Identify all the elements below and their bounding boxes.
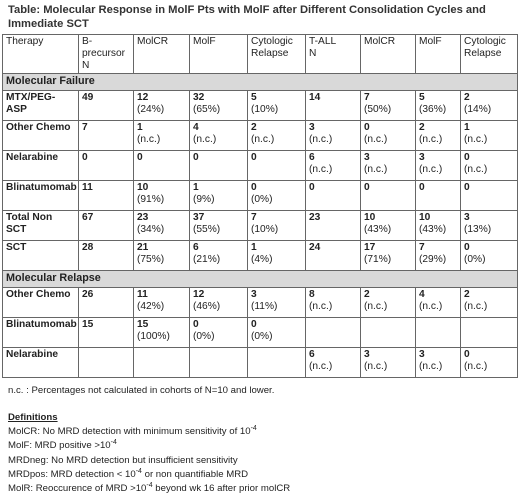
definition-text: MolR: Reoccurence of MRD >10 xyxy=(8,483,147,495)
cell-percent: (n.c.) xyxy=(464,164,488,175)
cell-value: 0 xyxy=(193,319,199,330)
table-cell xyxy=(306,241,361,271)
cell-value: 3 xyxy=(251,289,257,300)
table-cell xyxy=(248,181,306,211)
table-cell xyxy=(248,288,306,318)
cell-percent: (0%) xyxy=(464,254,486,265)
table-cell xyxy=(461,348,518,378)
table-cell xyxy=(134,151,190,181)
table-row xyxy=(3,348,518,378)
table-cell xyxy=(306,318,361,348)
cell-value: 23 xyxy=(137,212,149,223)
definition-text: MolCR: No MRD detection with minimum sensitivity of 10 xyxy=(8,426,251,438)
footnote: n.c. : Percentages not calculated in cohorts of N=10 and lower. xyxy=(8,385,275,396)
header-t-all: T-ALL N xyxy=(306,35,361,74)
cell-value: 2 xyxy=(251,122,257,133)
cell-percent: (0%) xyxy=(193,331,215,342)
cell-percent: (n.c.) xyxy=(193,134,217,145)
definition-exponent: -4 xyxy=(146,481,153,489)
cell-percent: (55%) xyxy=(193,224,221,235)
row-label: SCT xyxy=(3,241,79,271)
cell-percent: (0%) xyxy=(251,331,273,342)
cell-percent: (n.c.) xyxy=(309,301,333,312)
table-cell xyxy=(248,121,306,151)
cell-value: 24 xyxy=(309,242,321,253)
cell-percent: (43%) xyxy=(364,224,392,235)
definition-exponent: -4 xyxy=(135,467,142,475)
definition-item xyxy=(8,425,290,439)
cell-value: 3 xyxy=(419,349,425,360)
cell-value: 0 xyxy=(137,152,143,163)
cell-value: 37 xyxy=(193,212,205,223)
cell-percent: (13%) xyxy=(464,224,492,235)
cell-value: 10 xyxy=(364,212,376,223)
table-cell xyxy=(134,348,190,378)
cell-percent: (n.c.) xyxy=(309,134,333,145)
cell-percent: (50%) xyxy=(364,104,392,115)
cell-value: 12 xyxy=(193,289,205,300)
cell-percent: (9%) xyxy=(193,194,215,205)
cell-value: 2 xyxy=(464,92,470,103)
table-cell xyxy=(416,348,461,378)
definition-text: MRDpos: MRD detection < 10 xyxy=(8,468,136,480)
table-cell xyxy=(461,288,518,318)
table-row xyxy=(3,318,518,348)
cell-percent: (10%) xyxy=(251,224,279,235)
cell-percent: (n.c.) xyxy=(419,134,443,145)
table-cell xyxy=(306,151,361,181)
table-cell xyxy=(361,151,416,181)
row-label: Other Chemo xyxy=(3,121,79,151)
row-label: Other Chemo xyxy=(3,288,79,318)
cell-value: 5 xyxy=(251,92,257,103)
cell-value: 67 xyxy=(82,212,94,223)
table-cell xyxy=(416,318,461,348)
cell-value: 0 xyxy=(364,182,370,193)
table-cell xyxy=(461,181,518,211)
table-cell xyxy=(248,318,306,348)
header-col: Cytologic Relapse xyxy=(461,35,518,74)
table-cell xyxy=(361,318,416,348)
table-cell xyxy=(190,318,248,348)
cell-percent: (4%) xyxy=(251,254,273,265)
definition-exponent: -4 xyxy=(250,425,257,433)
table-row xyxy=(3,151,518,181)
cell-percent: (n.c.) xyxy=(419,164,443,175)
cell-value: 3 xyxy=(464,212,470,223)
section-row xyxy=(3,74,518,91)
table-cell xyxy=(79,121,134,151)
definition-item xyxy=(8,439,290,453)
cell-percent: (34%) xyxy=(137,224,165,235)
table-cell xyxy=(79,211,134,241)
cell-value: 1 xyxy=(137,122,143,133)
cell-value: 0 xyxy=(82,152,88,163)
table-cell xyxy=(248,151,306,181)
table-cell xyxy=(134,121,190,151)
cell-value: 4 xyxy=(193,122,199,133)
row-label: Blinatumomab xyxy=(3,318,79,348)
cell-value: 0 xyxy=(464,152,470,163)
table-cell xyxy=(461,211,518,241)
cell-value: 0 xyxy=(193,152,199,163)
table-cell xyxy=(361,288,416,318)
cell-percent: (10%) xyxy=(251,104,279,115)
table-title: Table: Molecular Response in MolF Pts with MolF after Different Consolidation Cycles and Immediate SCT xyxy=(8,4,486,30)
table-cell xyxy=(134,91,190,121)
cell-percent: (n.c.) xyxy=(309,361,333,372)
definition-tail: beyond wk 16 after prior molCR xyxy=(152,483,291,495)
cell-value: 6 xyxy=(309,152,315,163)
table-cell xyxy=(248,211,306,241)
cell-percent: (24%) xyxy=(137,104,165,115)
header-col: MolF xyxy=(416,35,461,74)
table-cell xyxy=(248,91,306,121)
cell-value: 21 xyxy=(137,242,149,253)
table-cell xyxy=(416,91,461,121)
table-cell xyxy=(461,241,518,271)
table-cell xyxy=(306,348,361,378)
table-cell xyxy=(306,121,361,151)
cell-percent: (n.c.) xyxy=(364,361,388,372)
cell-value: 11 xyxy=(137,289,148,300)
table-cell xyxy=(190,348,248,378)
table-cell xyxy=(461,91,518,121)
cell-percent: (42%) xyxy=(137,301,165,312)
table-row xyxy=(3,121,518,151)
cell-value: 5 xyxy=(419,92,425,103)
section-row xyxy=(3,271,518,288)
table-cell xyxy=(416,211,461,241)
table-cell xyxy=(461,121,518,151)
definitions-heading: Definitions xyxy=(8,412,58,423)
definition-text: MolF: MRD positive >10 xyxy=(8,440,111,452)
cell-percent: (n.c.) xyxy=(364,301,388,312)
cell-percent: (11%) xyxy=(251,301,278,312)
cell-value: 49 xyxy=(82,92,94,103)
table-cell xyxy=(134,181,190,211)
table-cell xyxy=(190,91,248,121)
cell-value: 3 xyxy=(364,152,370,163)
cell-value: 8 xyxy=(309,289,315,300)
cell-value: 14 xyxy=(309,92,321,103)
table-cell xyxy=(416,181,461,211)
cell-value: 7 xyxy=(419,242,425,253)
cell-value: 1 xyxy=(193,182,199,193)
cell-value: 12 xyxy=(137,92,149,103)
cell-value: 15 xyxy=(137,319,149,330)
header-therapy: Therapy xyxy=(3,35,79,74)
table-cell xyxy=(361,91,416,121)
definition-tail: or non quantifiable MRD xyxy=(141,468,249,480)
cell-value: 3 xyxy=(419,152,425,163)
cell-value: 28 xyxy=(82,242,94,253)
cell-value: 3 xyxy=(364,349,370,360)
cell-percent: (29%) xyxy=(419,254,447,265)
cell-percent: (46%) xyxy=(193,301,221,312)
table-cell xyxy=(416,288,461,318)
table-cell xyxy=(79,181,134,211)
table-cell xyxy=(190,151,248,181)
table-cell xyxy=(416,121,461,151)
row-label: MTX/PEG-ASP xyxy=(3,91,79,121)
header-b-precursor: B-precursor N xyxy=(79,35,134,74)
table-cell xyxy=(416,151,461,181)
cell-percent: (n.c.) xyxy=(251,134,275,145)
row-label: Blinatumomab xyxy=(3,181,79,211)
table-header-row xyxy=(3,35,518,74)
header-col: MolCR xyxy=(134,35,190,74)
cell-percent: (n.c.) xyxy=(364,134,388,145)
cell-value: 2 xyxy=(419,122,425,133)
table-cell xyxy=(361,211,416,241)
response-table xyxy=(2,34,518,378)
table-cell xyxy=(79,318,134,348)
cell-percent: (36%) xyxy=(419,104,447,115)
table-cell xyxy=(248,241,306,271)
cell-value: 1 xyxy=(464,122,470,133)
table-cell xyxy=(79,288,134,318)
cell-value: 32 xyxy=(193,92,205,103)
cell-percent: (n.c.) xyxy=(419,361,443,372)
cell-value: 10 xyxy=(419,212,431,223)
table-cell xyxy=(306,288,361,318)
cell-percent: (n.c.) xyxy=(464,134,488,145)
table-cell xyxy=(361,181,416,211)
table-cell xyxy=(134,318,190,348)
cell-value: 0 xyxy=(251,319,257,330)
row-label: Nelarabine xyxy=(3,151,79,181)
header-col: Cytologic Relapse xyxy=(248,35,306,74)
definitions xyxy=(8,411,290,496)
table-row xyxy=(3,181,518,211)
cell-percent: (0%) xyxy=(251,194,273,205)
cell-value: 17 xyxy=(364,242,376,253)
cell-value: 3 xyxy=(309,122,315,133)
table-cell xyxy=(361,241,416,271)
definition-exponent: -4 xyxy=(110,439,117,447)
table-row xyxy=(3,288,518,318)
table-cell xyxy=(416,241,461,271)
cell-value: 7 xyxy=(251,212,257,223)
table-cell xyxy=(361,348,416,378)
header-col: N xyxy=(82,60,90,71)
table-cell xyxy=(306,211,361,241)
cell-percent: (n.c.) xyxy=(464,301,488,312)
section-title: Molecular Relapse xyxy=(3,271,518,288)
table-cell xyxy=(79,241,134,271)
section-title: Molecular Failure xyxy=(3,74,518,91)
cell-percent: (43%) xyxy=(419,224,447,235)
cell-value: 0 xyxy=(419,182,425,193)
table-cell xyxy=(306,181,361,211)
cell-value: 26 xyxy=(82,289,94,300)
header-col: MolF xyxy=(190,35,248,74)
table-cell xyxy=(306,91,361,121)
cell-value: 0 xyxy=(251,182,257,193)
definition-item xyxy=(8,482,290,496)
cell-value: 2 xyxy=(464,289,470,300)
cell-value: 15 xyxy=(82,319,94,330)
table-cell xyxy=(361,121,416,151)
definition-text: MRDneg: No MRD detection but insufficient sensitivity xyxy=(8,454,238,466)
cell-percent: (91%) xyxy=(137,194,165,205)
cell-value: 0 xyxy=(364,122,370,133)
row-label: Total Non SCT xyxy=(3,211,79,241)
definitions-list xyxy=(8,425,290,496)
table-cell xyxy=(134,241,190,271)
table-cell xyxy=(134,211,190,241)
table-cell xyxy=(79,348,134,378)
cell-value: 23 xyxy=(309,212,321,223)
cell-percent: (71%) xyxy=(364,254,392,265)
cell-value: 0 xyxy=(464,349,470,360)
table-cell xyxy=(79,151,134,181)
table-cell xyxy=(134,288,190,318)
cell-value: 7 xyxy=(82,122,88,133)
definition-item xyxy=(8,468,290,482)
table-cell xyxy=(190,211,248,241)
cell-value: 10 xyxy=(137,182,149,193)
definition-item xyxy=(8,454,290,468)
table-cell xyxy=(248,348,306,378)
table-row xyxy=(3,211,518,241)
table-cell xyxy=(461,151,518,181)
cell-percent: (100%) xyxy=(137,331,170,342)
cell-percent: (n.c.) xyxy=(364,164,388,175)
cell-value: 0 xyxy=(464,242,470,253)
cell-value: 7 xyxy=(364,92,370,103)
cell-value: 0 xyxy=(309,182,315,193)
cell-value: 2 xyxy=(364,289,370,300)
cell-value: 4 xyxy=(419,289,425,300)
cell-percent: (75%) xyxy=(137,254,165,265)
table-cell xyxy=(190,181,248,211)
cell-percent: (n.c.) xyxy=(419,301,443,312)
table-cell xyxy=(190,288,248,318)
cell-value: 0 xyxy=(251,152,257,163)
table-cell xyxy=(461,318,518,348)
cell-percent: (65%) xyxy=(193,104,221,115)
table-row xyxy=(3,241,518,271)
table-cell xyxy=(79,91,134,121)
cell-value: 0 xyxy=(464,182,470,193)
cell-value: 11 xyxy=(82,182,93,193)
cell-percent: (21%) xyxy=(193,254,221,265)
cell-value: 6 xyxy=(309,349,315,360)
table-cell xyxy=(190,121,248,151)
cell-percent: (n.c.) xyxy=(464,361,488,372)
cell-percent: (n.c.) xyxy=(137,134,161,145)
table-cell xyxy=(190,241,248,271)
cell-percent: (14%) xyxy=(464,104,492,115)
header-col: MolCR xyxy=(361,35,416,74)
cell-value: 6 xyxy=(193,242,199,253)
row-label: Nelarabine xyxy=(3,348,79,378)
table-row xyxy=(3,91,518,121)
header-col: N xyxy=(309,48,317,59)
cell-value: 1 xyxy=(251,242,257,253)
cell-percent: (n.c.) xyxy=(309,164,333,175)
